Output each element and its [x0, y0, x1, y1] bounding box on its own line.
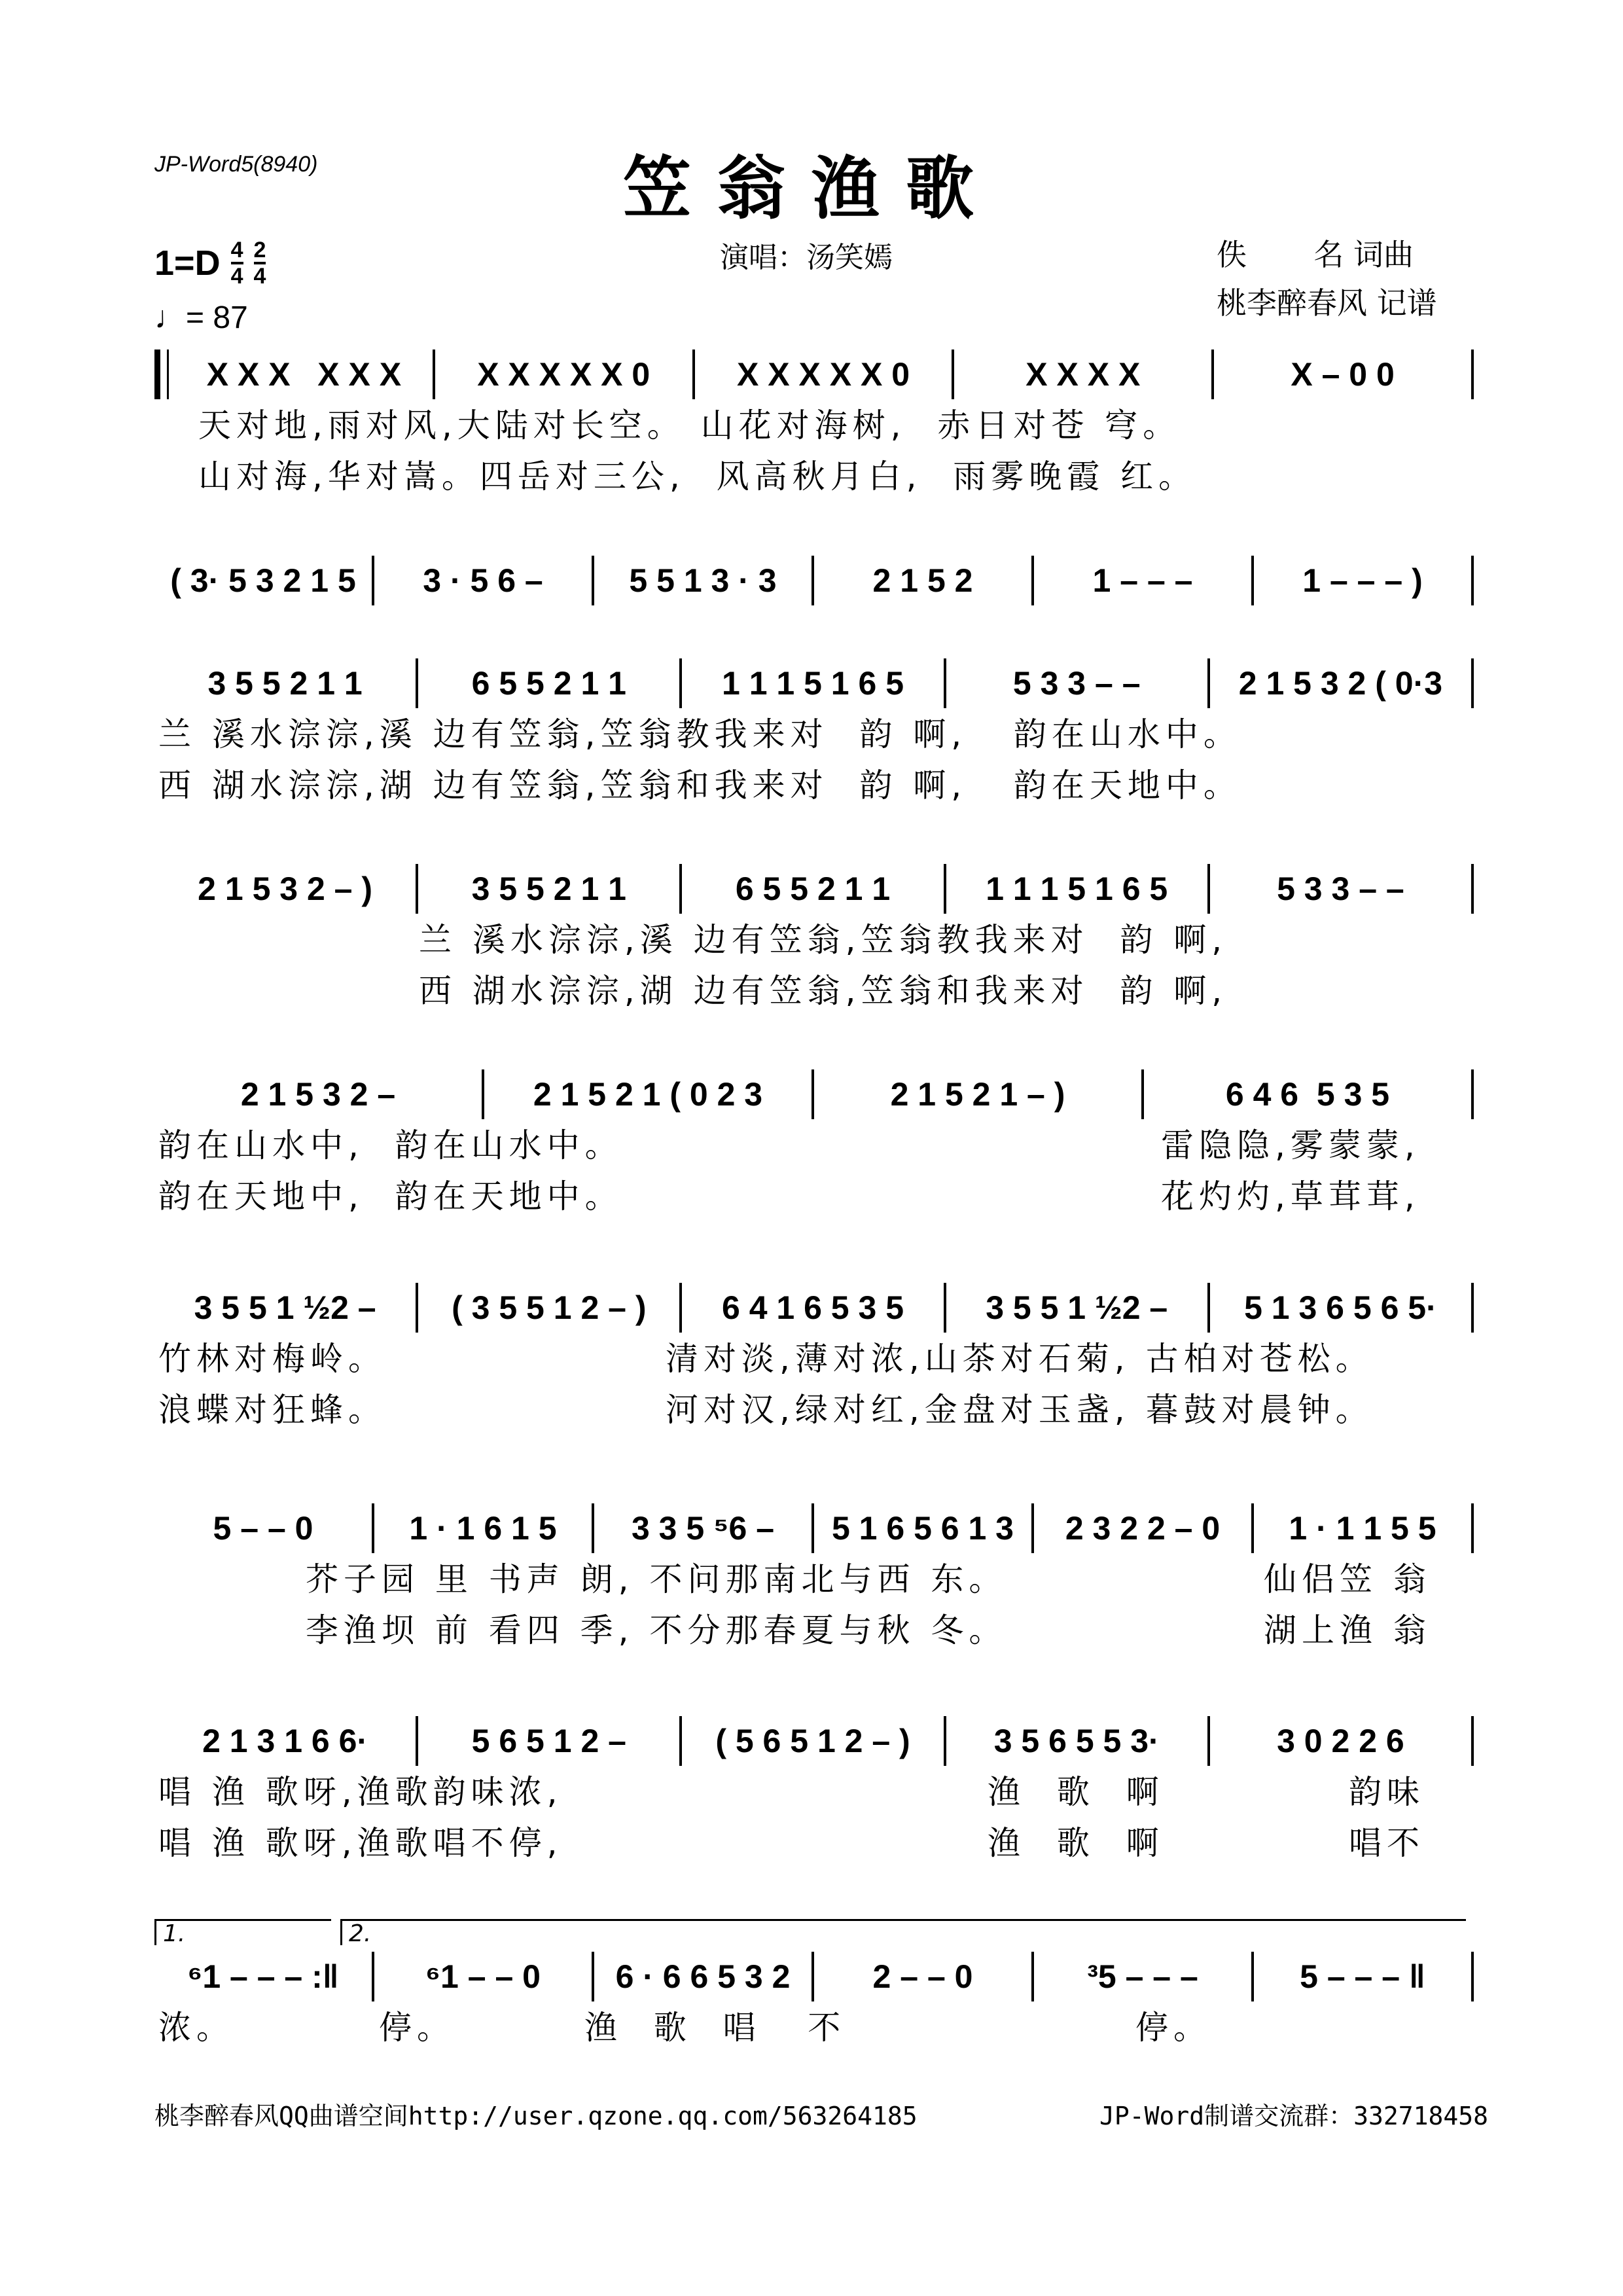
measure: ( 5 6 5 1 2 – )	[682, 1716, 946, 1766]
measure: 3 0 2 2 6	[1210, 1716, 1474, 1766]
measure: 5 5 1 3 · 3	[594, 556, 814, 605]
lyric-line: 天对地,雨对风,大陆对长空。 山花对海树, 赤日对苍 穹。	[198, 406, 1181, 444]
volta-bracket: 1.	[154, 1919, 331, 1945]
key: 1=D	[154, 243, 221, 283]
lyric-line: 河对汉,绿对红,金盘对玉盏, 暮鼓对晨钟。	[666, 1391, 1374, 1429]
measure: 5 6 5 1 2 –	[418, 1716, 682, 1766]
measure: X X X X X X	[175, 350, 435, 399]
lyric-line: 韵味	[1349, 1773, 1425, 1811]
measure: 1 · 1 6 1 5	[374, 1503, 594, 1553]
measure: 2 – – 0	[814, 1952, 1034, 2001]
volta-bracket: 2.	[340, 1919, 1466, 1945]
repeat-start-barline	[154, 350, 169, 399]
measure: 3 5 5 2 1 1	[418, 864, 682, 914]
measure: 3 3 5 ⁵6 –	[594, 1503, 814, 1553]
measure: X – 0 0	[1214, 350, 1474, 399]
lyric-line: 花灼灼,草茸茸,	[1161, 1177, 1420, 1215]
measure: 6 · 6 6 5 3 2	[594, 1952, 814, 2001]
measure: 1 – – –	[1034, 556, 1254, 605]
measure: 1 1 1 5 1 6 5	[946, 864, 1210, 914]
measure: 3 · 5 6 –	[374, 556, 594, 605]
lyric-line: 芥子园 里 书声 朗, 不问那南北与西 东。	[306, 1560, 1007, 1598]
lyric-line: 山对海,华对嵩。四岳对三公, 风高秋月白, 雨雾晚霞 红。	[198, 457, 1197, 495]
measure: 2 1 5 2 1 – )	[814, 1069, 1144, 1119]
lyric-line: 韵在山水中, 韵在山水中。	[158, 1126, 623, 1164]
software-version: JP-Word5(8940)	[154, 152, 318, 177]
lyric-line: 韵在天地中, 韵在天地中。	[158, 1177, 623, 1215]
lyric-line: 兰 溪水淙淙,溪 边有笠翁,笠翁教我来对 韵 啊, 韵在山水中。	[158, 715, 1241, 753]
footer-left: 桃李醉春风QQ曲谱空间http://user.qzone.qq.com/563264185	[154, 2102, 918, 2130]
measure: 1 1 1 5 1 6 5	[682, 658, 946, 708]
measure: 5 – – 0	[154, 1503, 374, 1553]
singer: 演唱：汤笑嫣	[720, 241, 893, 274]
lyric-line: 清对淡,薄对浓,山茶对石菊, 古柏对苍松。	[666, 1340, 1374, 1378]
measure: 2 3 2 2 – 0	[1034, 1503, 1254, 1553]
notation-system	[154, 350, 1474, 399]
notation-system	[154, 1716, 1474, 1766]
lyric-line: 湖上渔 翁	[1264, 1611, 1431, 1649]
measure: ³5 – – –	[1034, 1952, 1254, 2001]
song-title: 笠翁渔歌	[622, 148, 1000, 228]
lyric-line: 兰 溪水淙淙,溪 边有笠翁,笠翁教我来对 韵 啊,	[419, 921, 1228, 959]
footer-right: JP-Word制谱交流群：332718458	[1099, 2102, 1489, 2130]
measure: X X X X X 0	[695, 350, 955, 399]
measure: 6 5 5 2 1 1	[682, 864, 946, 914]
measure: ( 3 5 5 1 2 – )	[418, 1283, 682, 1333]
lyric-line: 浓。	[158, 2009, 234, 2047]
lyric-line: 浪蝶对狂蜂。	[158, 1391, 386, 1429]
notation-system	[154, 1503, 1474, 1553]
lyric-line: 渔 歌 啊	[988, 1824, 1164, 1862]
measure: 6 4 6 5 3 5	[1144, 1069, 1474, 1119]
measure: 5 3 3 – –	[946, 658, 1210, 708]
measure: 6 5 5 2 1 1	[418, 658, 682, 708]
measure: 6 4 1 6 5 3 5	[682, 1283, 946, 1333]
lyric-line: 唱不	[1349, 1824, 1425, 1862]
measure: X X X X	[954, 350, 1214, 399]
lyric-line: 雷隐隐,雾蒙蒙,	[1161, 1126, 1420, 1164]
key-signature	[154, 237, 266, 289]
measure: 5 1 3 6 5 6 5·	[1210, 1283, 1474, 1333]
measure: X X X X X 0	[435, 350, 695, 399]
measure: 1 · 1 1 5 5	[1254, 1503, 1474, 1553]
lyric-line: 竹林对梅岭。	[158, 1340, 386, 1378]
lyric-line: 西 湖水淙淙,湖 边有笠翁,笠翁和我来对 韵 啊,	[419, 972, 1228, 1010]
notation-system	[154, 864, 1474, 914]
notation-system	[154, 556, 1474, 605]
time-signature-1: $\frac{4}{4}$	[230, 238, 243, 289]
measure: 2 1 5 2 1 ( 0 2 3	[484, 1069, 814, 1119]
lyric-line: 停。	[379, 2009, 455, 2047]
lyric-line: 渔 歌 啊	[988, 1773, 1164, 1811]
measure: 5 1 6 5 6 1 3	[814, 1503, 1034, 1553]
measure: 5 – – – ‖	[1254, 1952, 1474, 2001]
measure: 2 1 5 3 2 –	[154, 1069, 484, 1119]
measure: 2 1 5 2	[814, 556, 1034, 605]
measure: ⁶1 – – – :‖	[154, 1952, 374, 2001]
measure: 2 1 5 3 2 ( 0·3	[1210, 658, 1474, 708]
lyric-line: 唱 渔 歌呀,渔歌唱不停,	[158, 1824, 563, 1862]
lyric-line: 渔 歌 唱 不	[584, 2009, 846, 2047]
lyric-line: 李渔坝 前 看四 季, 不分那春夏与秋 冬。	[306, 1611, 1007, 1649]
credit-lyrics-music: 佚 名 词曲	[1217, 237, 1414, 272]
lyric-line: 西 湖水淙淙,湖 边有笠翁,笠翁和我来对 韵 啊, 韵在天地中。	[158, 766, 1241, 804]
measure: 1 – – – )	[1254, 556, 1474, 605]
lyric-line: 停。	[1135, 2009, 1211, 2047]
measure: 5 3 3 – –	[1210, 864, 1474, 914]
tempo: ♩= 87	[154, 300, 248, 335]
lyric-line: 仙侣笠 翁	[1264, 1560, 1431, 1598]
notation-system	[154, 1952, 1474, 2001]
measure: ( 3· 5 3 2 1 5	[154, 556, 374, 605]
measure: 3 5 6 5 5 3·	[946, 1716, 1210, 1766]
credit-transcriber: 桃李醉春风 记谱	[1217, 285, 1437, 321]
measure: 3 5 5 1 ½2 –	[154, 1283, 418, 1333]
notation-system	[154, 658, 1474, 708]
measure: ⁶1 – – 0	[374, 1952, 594, 2001]
time-signature-2: $\frac{2}{4}$	[253, 238, 266, 289]
measure: 2 1 3 1 6 6·	[154, 1716, 418, 1766]
lyric-line: 唱 渔 歌呀,渔歌韵味浓,	[158, 1773, 563, 1811]
notation-system	[154, 1283, 1474, 1333]
measure: 3 5 5 2 1 1	[154, 658, 418, 708]
measure: 2 1 5 3 2 – )	[154, 864, 418, 914]
measure: 3 5 5 1 ½2 –	[946, 1283, 1210, 1333]
notation-system	[154, 1069, 1474, 1119]
